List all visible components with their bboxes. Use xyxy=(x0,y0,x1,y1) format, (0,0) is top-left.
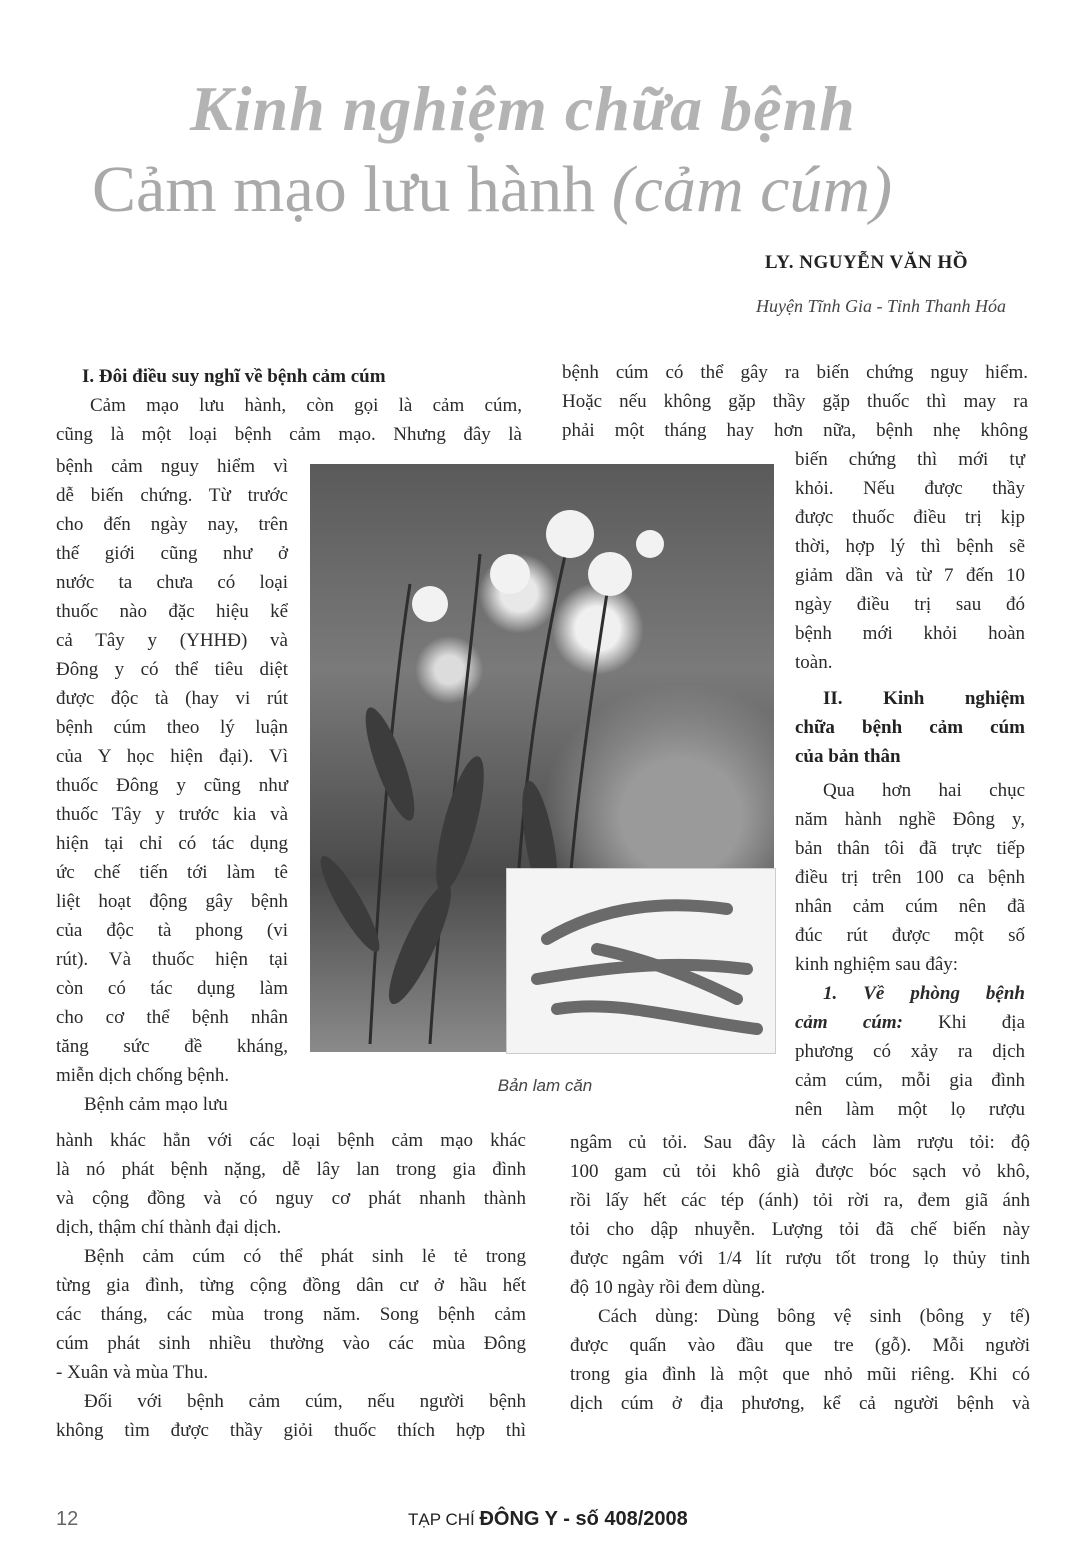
text-line: ngâm củ tỏi. Sau đây là cách làm rượu tỏi: độ xyxy=(570,1132,1030,1153)
text-line: phải một tháng hay hơn nữa, bệnh nhẹ không xyxy=(562,420,1028,441)
magazine-issue: - số 408/2008 xyxy=(557,1508,688,1530)
text-line: được quấn vào đầu que tre (gỗ). Mỗi người xyxy=(570,1335,1030,1356)
text-line xyxy=(795,1008,1025,1037)
text-line: nhân cảm cúm nên đã xyxy=(795,896,1025,917)
section2-text xyxy=(795,776,1025,1124)
subheading-inline: cảm cúm: xyxy=(795,1012,903,1033)
text-line: thời, hợp lý thì bệnh sẽ xyxy=(795,536,1025,557)
magazine-footer xyxy=(408,1508,708,1531)
text-line: thế giới cũng như ở xyxy=(56,543,288,564)
subheading-line: 1. Về phòng bệnh xyxy=(823,983,1025,1004)
author-location: Huyện Tĩnh Gia - Tỉnh Thanh Hóa xyxy=(755,296,1006,316)
text-line: cho đến ngày nay, trên xyxy=(56,514,288,535)
text-line: bệnh cúm theo lý luận xyxy=(56,717,288,738)
text-line: Đối với bệnh cảm cúm, nếu người bệnh xyxy=(84,1391,526,1412)
text-line: cúm phát sinh nhiều thường vào các mùa Đông xyxy=(56,1333,526,1354)
right-top-text xyxy=(562,358,1028,445)
text-line: phương có xảy ra dịch xyxy=(795,1041,1025,1062)
section1-narrow-text xyxy=(56,452,288,1119)
title-main: Cảm mạo lưu hành xyxy=(92,153,612,226)
magazine-prefix: TẠP CHÍ xyxy=(408,1510,480,1529)
text-line: cảm cúm, mỗi gia đình xyxy=(795,1070,1025,1091)
text-line: độ 10 ngày rồi đem dùng. xyxy=(570,1277,766,1298)
text-line: bệnh cúm có thể gây ra biến chứng nguy hiểm. xyxy=(562,362,1028,383)
text-line: nước ta chưa có loại xyxy=(56,572,288,593)
heading-line: II. Kinh nghiệm xyxy=(823,688,1025,709)
magazine-name: ĐÔNG Y xyxy=(479,1508,558,1530)
text-line: ngày điều trị sau đó xyxy=(795,594,1025,615)
text-line: ức chế tiến tới làm tê xyxy=(56,862,288,883)
text-line: giảm dần và từ 7 đến 10 xyxy=(795,565,1025,586)
author-name: LY. NGUYỄN VĂN HỒ xyxy=(764,252,968,273)
text-line: tỏi cho dập nhuyễn. Lượng tỏi đã chế biến này xyxy=(570,1219,1030,1240)
text-line: từng gia đình, từng cộng đồng dân cư ở hầu hết xyxy=(56,1275,526,1296)
text-line: là nó phát bệnh nặng, dễ lây lan trong gia đình xyxy=(56,1159,526,1180)
section1-intro xyxy=(56,391,522,449)
text-line: dịch cúm ở địa phương, kể cả người bệnh và xyxy=(570,1393,1030,1414)
text-line: được độc tà (hay vi rút xyxy=(56,688,288,709)
text-line: cả Tây y (YHHĐ) và xyxy=(56,630,288,651)
text-line: bệnh cảm nguy hiểm vì xyxy=(56,456,288,477)
section1-heading: I. Đôi điều suy nghĩ về bệnh cảm cúm xyxy=(82,366,386,387)
text-line: trong gia đình là một que nhỏ mũi riêng. Khi có xyxy=(570,1364,1030,1385)
text-line: dịch, thậm chí thành đại dịch. xyxy=(56,1217,282,1238)
text-line: thuốc Đông y cũng như xyxy=(56,775,288,796)
text-line: hành khác hẳn với các loại bệnh cảm mạo khác xyxy=(56,1130,526,1151)
text-line: rút). Và thuốc hiện tại xyxy=(56,949,288,970)
text-line: Bệnh cảm cúm có thể phát sinh lẻ tẻ trong xyxy=(84,1246,526,1267)
text-inline: Khi địa xyxy=(902,1012,1025,1033)
text-line: điều trị trên 100 ca bệnh xyxy=(795,867,1025,888)
text-line: khỏi. Nếu được thầy xyxy=(795,478,1025,499)
right-narrow-text xyxy=(795,445,1025,677)
text-line: còn có tác dụng làm xyxy=(56,978,288,999)
right-bottom-text xyxy=(570,1128,1030,1418)
text-line: đúc rút được một số xyxy=(795,925,1025,946)
dried-roots-photo xyxy=(506,868,776,1054)
text-line: Qua hơn hai chục xyxy=(823,780,1025,801)
text-line: bệnh mới khỏi hoàn xyxy=(795,623,1025,644)
text-line: dễ biến chứng. Từ trước xyxy=(56,485,288,506)
text-line: - Xuân và mùa Thu. xyxy=(56,1362,209,1383)
heading-line: của bản thân xyxy=(795,746,901,767)
text-line: rồi lấy hết các tép (ánh) tỏi rời ra, đem giã ánh xyxy=(570,1190,1030,1211)
article-title xyxy=(92,152,1052,228)
roots-illustration xyxy=(507,869,775,1053)
text-line: Cảm mạo lưu hành, còn gọi là cảm cúm, xyxy=(90,395,522,416)
title-paren: (cảm cúm) xyxy=(611,153,893,226)
text-line: miễn dịch chống bệnh. xyxy=(56,1065,230,1086)
text-line: hiện tại chỉ có tác dụng xyxy=(56,833,288,854)
text-line: nên làm một lọ rượu xyxy=(795,1099,1025,1120)
text-line: toàn. xyxy=(795,652,833,673)
figure-caption: Bản lam căn xyxy=(497,1076,593,1095)
text-line: của Y học hiện đại). Vì xyxy=(56,746,288,767)
text-line: tăng sức đề kháng, xyxy=(56,1036,288,1057)
text-line: được thuốc điều trị kịp xyxy=(795,507,1025,528)
text-line: thuốc Tây y trước kia và xyxy=(56,804,288,825)
page-number: 12 xyxy=(56,1508,79,1530)
text-line: biến chứng thì mới tự xyxy=(795,449,1025,470)
text-line: Đông y có thể tiêu diệt xyxy=(56,659,288,680)
text-line: kinh nghiệm sau đây: xyxy=(795,954,959,975)
text-line: cho cơ thể bệnh nhân xyxy=(56,1007,288,1028)
text-line: Cách dùng: Dùng bông vệ sinh (bông y tế) xyxy=(598,1306,1030,1327)
article-kicker: Kinh nghiệm chữa bệnh xyxy=(190,73,856,144)
text-line: Hoặc nếu không gặp thầy gặp thuốc thì may ra xyxy=(562,391,1028,412)
text-line: Bệnh cảm mạo lưu xyxy=(84,1094,228,1115)
text-line: không tìm được thầy giỏi thuốc thích hợp thì xyxy=(56,1420,526,1441)
text-line: cũng là một loại bệnh cảm mạo. Nhưng đây là xyxy=(56,424,522,445)
section2-heading xyxy=(795,684,1025,771)
text-line: của độc tà phong (vi xyxy=(56,920,288,941)
text-line: bản thân tôi đã trực tiếp xyxy=(795,838,1025,859)
text-line: các tháng, các mùa trong năm. Song bệnh cảm xyxy=(56,1304,526,1325)
section1-top xyxy=(56,362,522,449)
text-line: được ngâm với 1/4 lít rượu tốt trong lọ thủy tinh xyxy=(570,1248,1030,1269)
text-line: thuốc nào đặc hiệu kể xyxy=(56,601,288,622)
section1-bottom-text xyxy=(56,1126,526,1445)
text-line: 100 gam củ tỏi khô già được bóc sạch vỏ khô, xyxy=(570,1161,1030,1182)
heading-line: chữa bệnh cảm cúm xyxy=(795,717,1025,738)
text-line: liệt hoạt động gây bệnh xyxy=(56,891,288,912)
text-line: năm hành nghề Đông y, xyxy=(795,809,1025,830)
text-line: và cộng đồng và có nguy cơ phát nhanh thành xyxy=(56,1188,526,1209)
